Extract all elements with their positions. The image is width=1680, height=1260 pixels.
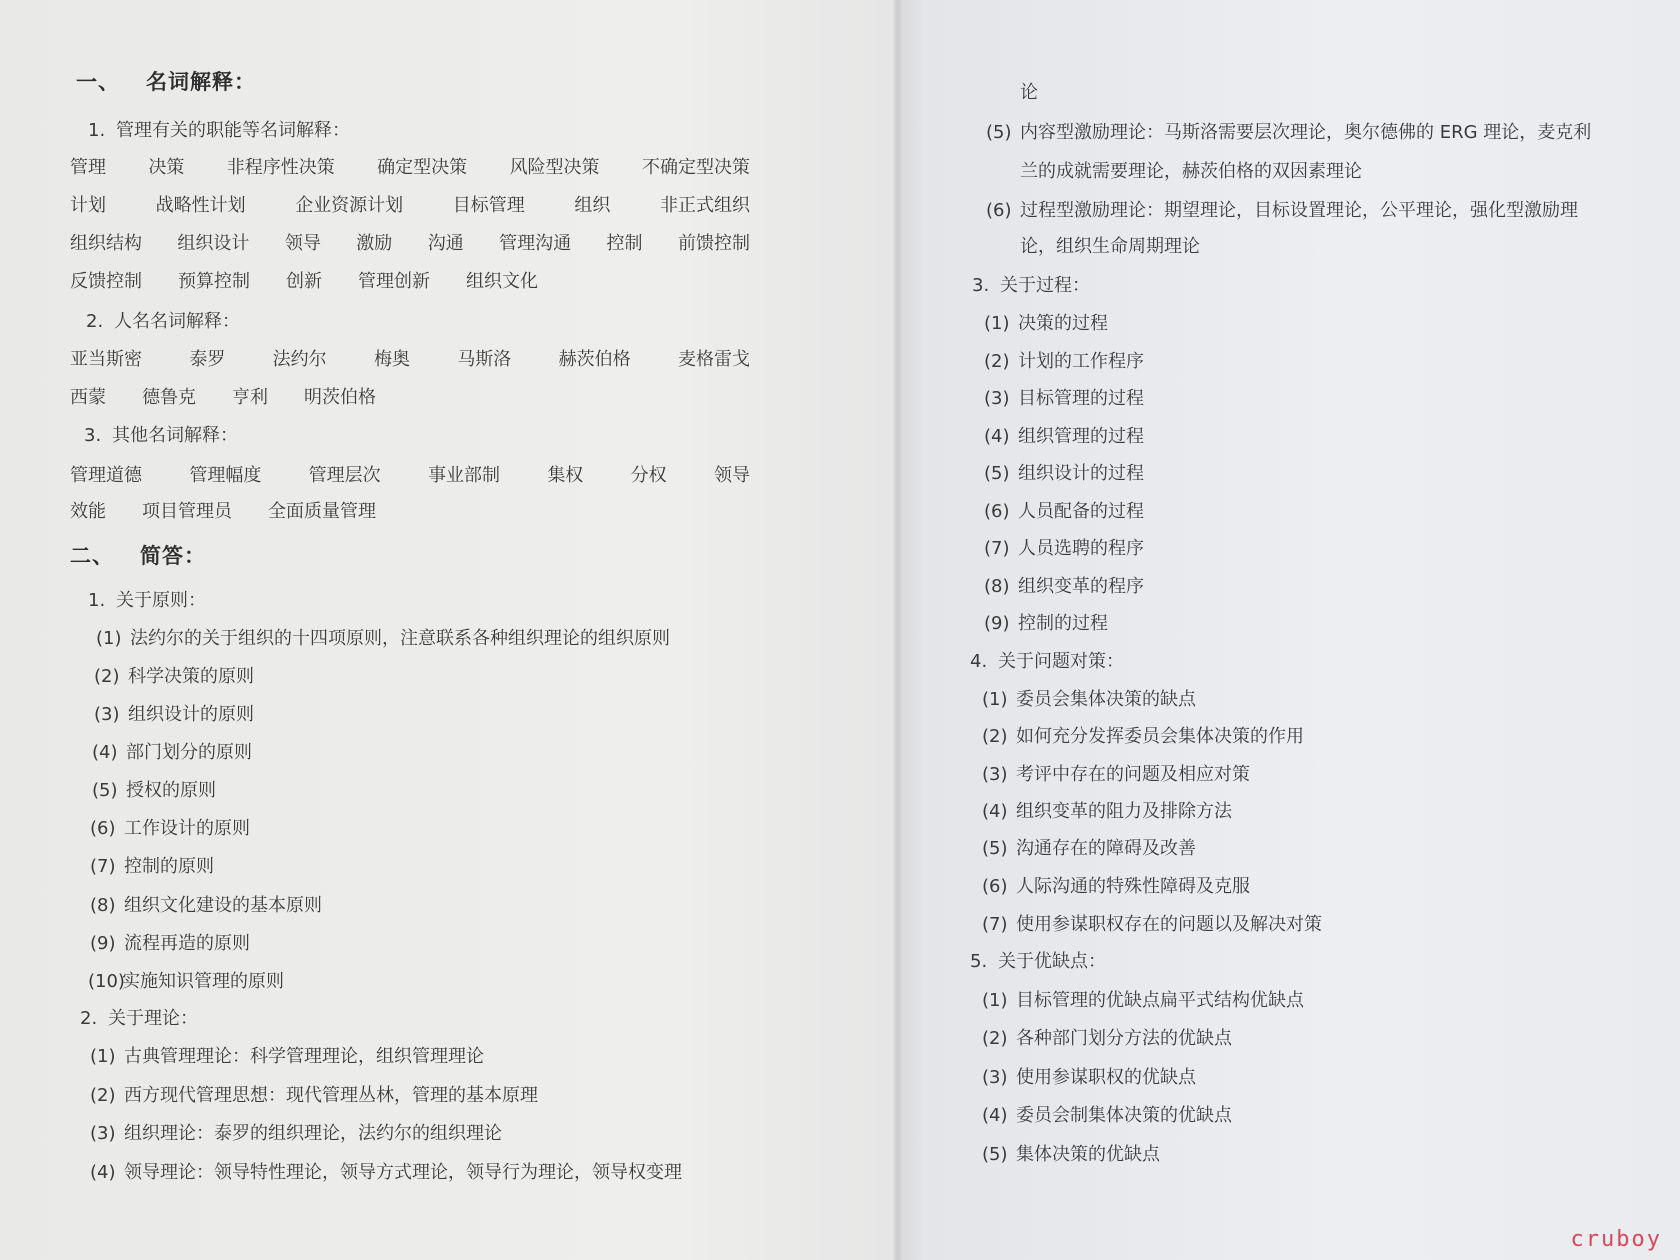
item-number: (2) — [984, 351, 1010, 372]
term: 确定型决策 — [377, 157, 468, 178]
term: 战略性计划 — [155, 195, 246, 216]
left-page — [70, 0, 770, 1260]
item-number: (9) — [90, 933, 116, 954]
list-item — [982, 685, 1196, 711]
item-number: (4) — [90, 1162, 116, 1183]
term: 事业部制 — [427, 465, 500, 486]
term: 组织 — [574, 195, 611, 216]
sub-title: 其他名词解释： — [112, 425, 238, 446]
list-item — [982, 910, 1322, 936]
list-item — [984, 384, 1144, 410]
term: 组织设计 — [177, 233, 250, 254]
list-item — [90, 814, 250, 840]
item-text: 人员配备的过程 — [1018, 501, 1144, 522]
sub-heading-principles — [88, 586, 206, 612]
item-number: (2) — [982, 726, 1008, 747]
item-number: (4) — [92, 742, 118, 763]
term: 组织结构 — [70, 233, 142, 254]
list-item — [982, 760, 1250, 786]
list-item — [984, 459, 1144, 485]
item-number: (3) — [90, 1123, 116, 1144]
item-number: (6) — [986, 200, 1012, 221]
item-number: (8) — [90, 895, 116, 916]
section-number: 二、 — [70, 544, 114, 568]
list-item — [986, 196, 1578, 222]
term: 西蒙 — [70, 387, 106, 408]
item-text: 实施知识管理的原则 — [122, 971, 284, 992]
item-text-continued: 兰的成就需要理论，赫茨伯格的双因素理论 — [1020, 161, 1362, 182]
term-row — [70, 461, 750, 487]
item-text: 使用参谋职权存在的问题以及解决对策 — [1016, 914, 1322, 935]
term: 风险型决策 — [509, 157, 600, 178]
section-heading-2 — [70, 540, 206, 570]
item-number: (8) — [984, 576, 1010, 597]
sub-title: 关于理论： — [108, 1008, 198, 1029]
item-text: 组织变革的程序 — [1018, 576, 1144, 597]
item-text: 古典管理理论：科学管理理论，组织管理理论 — [124, 1046, 484, 1067]
term: 决策 — [148, 157, 185, 178]
term: 激励 — [356, 233, 393, 254]
item-text: 科学决策的原则 — [128, 666, 254, 687]
term: 目标管理 — [452, 195, 525, 216]
item-text: 法约尔的关于组织的十四项原则，注意联系各种组织理论的组织原则 — [130, 628, 670, 649]
page-fold — [892, 0, 902, 1260]
list-item — [90, 891, 322, 917]
item-text: 委员会制集体决策的优缺点 — [1016, 1105, 1232, 1126]
term: 沟通 — [427, 233, 464, 254]
term-row — [70, 191, 750, 217]
list-item — [982, 872, 1250, 898]
term: 项目管理员 — [142, 501, 232, 522]
list-item — [984, 347, 1144, 373]
item-text: 计划的工作程序 — [1018, 351, 1144, 372]
item-number: (5) — [986, 122, 1012, 143]
item-text: 沟通存在的障碍及改善 — [1016, 838, 1196, 859]
sub-heading-other — [84, 421, 238, 447]
list-item — [92, 738, 252, 764]
item-number: (7) — [984, 538, 1010, 559]
sub-number: 1. — [88, 590, 106, 611]
item-text: 目标管理的优缺点扁平式结构优缺点 — [1016, 990, 1304, 1011]
list-item — [982, 1063, 1196, 1089]
item-text: 组织设计的过程 — [1018, 463, 1144, 484]
item-text: 人际沟通的特殊性障碍及克服 — [1016, 876, 1250, 897]
list-item — [90, 1119, 502, 1145]
item-number: (7) — [982, 914, 1008, 935]
sub-number: 2. — [86, 311, 104, 332]
term: 管理幅度 — [189, 465, 262, 486]
term-row — [70, 345, 750, 371]
item-text: 西方现代管理思想：现代管理丛林，管理的基本原理 — [124, 1085, 538, 1106]
sub-heading-terms — [88, 116, 350, 142]
term: 全面质量管理 — [268, 501, 376, 522]
term: 效能 — [70, 501, 106, 522]
section-title: 名词解释： — [146, 70, 256, 94]
sub-number: 3. — [84, 425, 102, 446]
item-number: (6) — [984, 501, 1010, 522]
sub-heading-theories — [80, 1004, 198, 1030]
term: 不确定型决策 — [641, 157, 750, 178]
item-number: (7) — [90, 856, 116, 877]
item-text: 工作设计的原则 — [124, 818, 250, 839]
sub-heading-process — [972, 271, 1090, 297]
list-item — [90, 1042, 484, 1068]
list-item — [96, 624, 670, 650]
list-item — [982, 1024, 1232, 1050]
item-number: (6) — [982, 876, 1008, 897]
item-number: (4) — [982, 801, 1008, 822]
section-heading-1 — [76, 66, 256, 96]
list-item — [982, 1101, 1232, 1127]
item-text: 流程再造的原则 — [124, 933, 250, 954]
item-number: (5) — [982, 838, 1008, 859]
item-text: 组织设计的原则 — [128, 704, 254, 725]
item-text: 使用参谋职权的优缺点 — [1016, 1067, 1196, 1088]
item-number: (10) — [88, 971, 125, 992]
item-text: 控制的过程 — [1018, 613, 1108, 634]
item-number: (1) — [982, 990, 1008, 1011]
item-number: (1) — [982, 689, 1008, 710]
term: 领导 — [713, 465, 750, 486]
item-number: (9) — [984, 613, 1010, 634]
item-number: (6) — [90, 818, 116, 839]
item-number: (5) — [92, 780, 118, 801]
item-text: 人员选聘的程序 — [1018, 538, 1144, 559]
item-text: 组织变革的阻力及排除方法 — [1016, 801, 1232, 822]
term: 企业资源计划 — [295, 195, 404, 216]
watermark: cruboy — [1570, 1227, 1662, 1252]
continuation-text: 论 — [1020, 82, 1038, 103]
term: 赫茨伯格 — [558, 349, 631, 370]
list-item — [984, 609, 1108, 635]
term: 领导 — [284, 233, 321, 254]
item-text-continued: 论，组织生命周期理论 — [1020, 236, 1200, 257]
sub-number: 2. — [80, 1008, 98, 1029]
sub-number: 3. — [972, 275, 990, 296]
item-number: (4) — [984, 426, 1010, 447]
item-number: (5) — [984, 463, 1010, 484]
sub-heading-pros-cons — [970, 947, 1106, 973]
item-number: (4) — [982, 1105, 1008, 1126]
term: 集权 — [547, 465, 584, 486]
item-text: 部门划分的原则 — [126, 742, 252, 763]
item-text: 目标管理的过程 — [1018, 388, 1144, 409]
term-row — [70, 229, 750, 255]
sub-title: 管理有关的职能等名词解释： — [116, 120, 350, 141]
section-title: 简答： — [140, 544, 206, 568]
item-text: 过程型激励理论：期望理论，目标设置理论，公平理论，强化型激励理 — [1020, 200, 1578, 221]
item-text: 组织管理的过程 — [1018, 426, 1144, 447]
item-number: (3) — [984, 388, 1010, 409]
list-item — [982, 797, 1232, 823]
section-number: 一、 — [76, 70, 120, 94]
term: 泰罗 — [189, 349, 226, 370]
sub-title: 关于过程： — [1000, 275, 1090, 296]
list-item — [90, 852, 214, 878]
item-text: 各种部门划分方法的优缺点 — [1016, 1028, 1232, 1049]
term: 前馈控制 — [677, 233, 750, 254]
item-text: 控制的原则 — [124, 856, 214, 877]
term: 法约尔 — [272, 349, 327, 370]
sub-title: 关于优缺点： — [998, 951, 1106, 972]
list-item — [94, 662, 254, 688]
item-text: 组织文化建设的基本原则 — [124, 895, 322, 916]
term: 亚当斯密 — [70, 349, 142, 370]
item-number: (3) — [982, 1067, 1008, 1088]
term-row — [70, 497, 750, 523]
term: 明茨伯格 — [304, 387, 376, 408]
sub-number: 1. — [88, 120, 106, 141]
item-number: (1) — [96, 628, 122, 649]
item-text: 内容型激励理论：马斯洛需要层次理论，奥尔德佛的 ERG 理论，麦克利 — [1020, 122, 1592, 143]
list-item — [90, 1158, 682, 1184]
sub-title: 关于原则： — [116, 590, 206, 611]
item-number: (2) — [90, 1085, 116, 1106]
term: 控制 — [606, 233, 643, 254]
list-item — [982, 1140, 1160, 1166]
list-item — [984, 422, 1144, 448]
list-item — [984, 309, 1108, 335]
list-item — [90, 929, 250, 955]
term: 管理沟通 — [499, 233, 572, 254]
list-item — [90, 1081, 538, 1107]
item-text: 考评中存在的问题及相应对策 — [1016, 764, 1250, 785]
right-page — [972, 0, 1632, 1260]
term: 管理创新 — [358, 271, 430, 292]
list-item — [986, 118, 1591, 144]
item-number: (3) — [94, 704, 120, 725]
item-number: (1) — [90, 1046, 116, 1067]
list-item — [982, 834, 1196, 860]
item-text: 授权的原则 — [126, 780, 216, 801]
item-number: (5) — [982, 1144, 1008, 1165]
item-text: 决策的过程 — [1018, 313, 1108, 334]
term: 计划 — [70, 195, 106, 216]
item-number: (1) — [984, 313, 1010, 334]
term: 反馈控制 — [70, 271, 142, 292]
list-item — [984, 534, 1144, 560]
term: 德鲁克 — [142, 387, 196, 408]
sub-title: 人名名词解释： — [114, 311, 240, 332]
list-item — [982, 986, 1304, 1012]
list-item — [984, 572, 1144, 598]
item-number: (3) — [982, 764, 1008, 785]
term: 创新 — [286, 271, 322, 292]
sub-heading-names — [86, 307, 240, 333]
sub-heading-problems — [970, 647, 1124, 673]
list-item — [984, 497, 1144, 523]
item-text: 如何充分发挥委员会集体决策的作用 — [1016, 726, 1304, 747]
item-number: (2) — [94, 666, 120, 687]
term: 组织文化 — [466, 271, 538, 292]
term: 麦格雷戈 — [677, 349, 750, 370]
list-item — [982, 722, 1304, 748]
term: 马斯洛 — [457, 349, 512, 370]
list-item — [94, 700, 254, 726]
sub-number: 4. — [970, 651, 988, 672]
term-row — [70, 267, 750, 293]
term: 预算控制 — [178, 271, 250, 292]
item-text: 集体决策的优缺点 — [1016, 1144, 1160, 1165]
term: 亨利 — [232, 387, 268, 408]
term-row — [70, 153, 750, 179]
term: 管理 — [70, 157, 106, 178]
item-number: (2) — [982, 1028, 1008, 1049]
item-text: 领导理论：领导特性理论，领导方式理论，领导行为理论，领导权变理 — [124, 1162, 682, 1183]
item-text: 委员会集体决策的缺点 — [1016, 689, 1196, 710]
term: 分权 — [630, 465, 667, 486]
term: 非程序性决策 — [226, 157, 335, 178]
term: 梅奥 — [373, 349, 410, 370]
term: 管理道德 — [70, 465, 142, 486]
term: 管理层次 — [308, 465, 381, 486]
term: 非正式组织 — [659, 195, 750, 216]
term-row — [70, 383, 750, 409]
list-item — [92, 776, 216, 802]
sub-number: 5. — [970, 951, 988, 972]
item-text: 组织理论：泰罗的组织理论，法约尔的组织理论 — [124, 1123, 502, 1144]
list-item — [88, 967, 284, 993]
sub-title: 关于问题对策： — [998, 651, 1124, 672]
